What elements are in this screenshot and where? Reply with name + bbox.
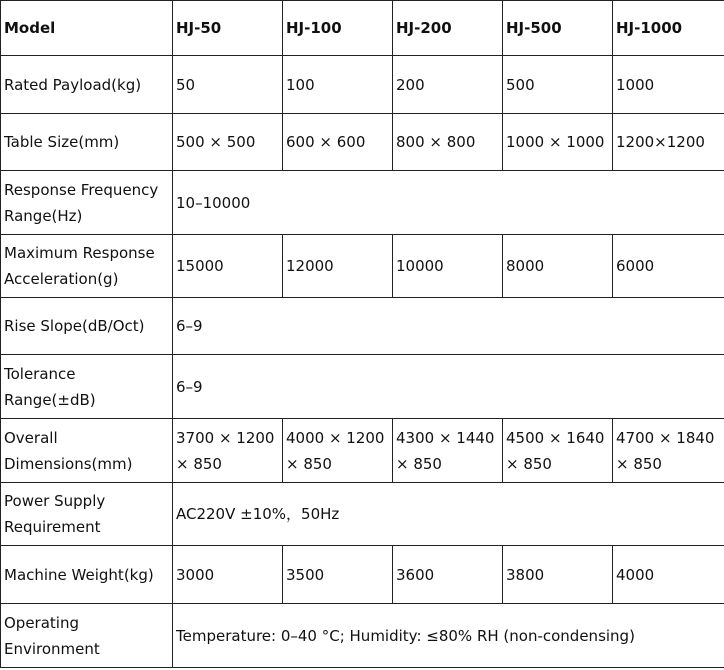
table-cell: 4000 × 1200 × 850 [283,419,393,483]
table-cell: 15000 [173,235,283,298]
table-cell: 4300 × 1440 × 850 [393,419,503,483]
merged-cell: 6–9 [173,298,724,355]
table-cell: 800 × 800 [393,114,503,171]
header-cell-hj-500: HJ-500 [503,1,613,56]
header-cell-hj-100: HJ-100 [283,1,393,56]
table-cell: 12000 [283,235,393,298]
table-row [1,56,724,114]
row-label: Tolerance Range(±dB) [1,355,173,419]
table-cell: 500 × 500 [173,114,283,171]
table-cell: 600 × 600 [283,114,393,171]
table-row [1,604,724,668]
table-row [1,483,724,546]
merged-cell: 6–9 [173,355,724,419]
table-cell: 500 [503,56,613,114]
table-cell: 3500 [283,546,393,604]
table-row [1,298,724,355]
row-label: Operating Environment [1,604,173,668]
header-row [1,1,724,56]
table-cell: 1000 [613,56,724,114]
table-cell: 3600 [393,546,503,604]
header-cell-hj-200: HJ-200 [393,1,503,56]
row-label: Rise Slope(dB/Oct) [1,298,173,355]
table-row [1,546,724,604]
header-cell-model: Model [1,1,173,56]
row-label: Machine Weight(kg) [1,546,173,604]
header-cell-hj-50: HJ-50 [173,1,283,56]
table-cell: 1000 × 1000 [503,114,613,171]
merged-cell: 10–10000 [173,171,724,235]
table-cell: 50 [173,56,283,114]
merged-cell: AC220V ±10%，50Hz [173,483,724,546]
table-cell: 4000 [613,546,724,604]
table-cell: 3700 × 1200 × 850 [173,419,283,483]
table-cell: 10000 [393,235,503,298]
table-row [1,171,724,235]
row-label: Overall Dimensions(mm) [1,419,173,483]
merged-cell: Temperature: 0–40 °C; Humidity: ≤80% RH (non-condensing) [173,604,724,668]
table-row [1,419,724,483]
row-label: Table Size(mm) [1,114,173,171]
table-row [1,235,724,298]
table-cell: 8000 [503,235,613,298]
table-cell: 3000 [173,546,283,604]
row-label: Maximum Response Acceleration(g) [1,235,173,298]
table-cell: 3800 [503,546,613,604]
row-label: Power Supply Requirement [1,483,173,546]
table-cell: 6000 [613,235,724,298]
table-cell: 4700 × 1840 × 850 [613,419,724,483]
row-label: Rated Payload(kg) [1,56,173,114]
table-cell: 4500 × 1640 × 850 [503,419,613,483]
table-cell: 200 [393,56,503,114]
table-row [1,114,724,171]
table-row [1,355,724,419]
table-cell: 1200×1200 [613,114,724,171]
row-label: Response Frequency Range(Hz) [1,171,173,235]
table-cell: 100 [283,56,393,114]
header-cell-hj-1000: HJ-1000 [613,1,724,56]
